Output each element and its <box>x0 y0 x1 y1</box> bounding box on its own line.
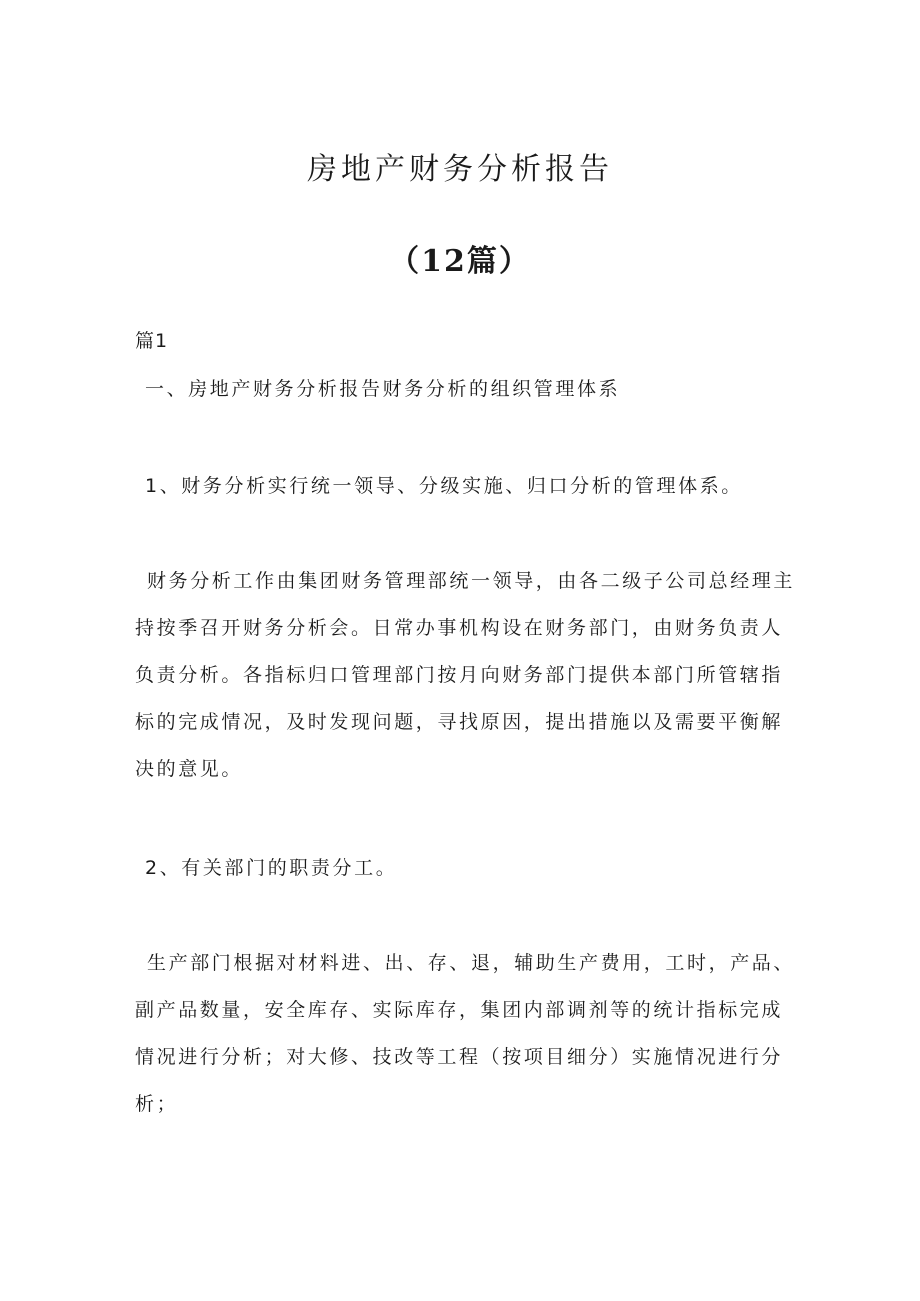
document-subtitle: （12篇） <box>389 244 531 279</box>
item1-body: 财务分析工作由集团财务管理部统一领导，由各二级子公司总经理主持按季召开财务分析会。日常办事机构设在财务部门，由财务负责人负责分析。各指标归口管理部门按月向财务部门提供本部门所管辖指标的完成情况，及时发现问题，寻找原因，提出措施以及需要平衡解决的意见。 <box>135 570 796 780</box>
item2-heading: 2、有关部门的职责分工。 <box>145 857 398 879</box>
document-title: 房地产财务分析报告 <box>307 152 613 187</box>
part-label: 篇1 <box>135 330 169 352</box>
item1-heading: 1、财务分析实行统一领导、分级实施、归口分析的管理体系。 <box>145 475 743 497</box>
item2-body: 生产部门根据对材料进、出、存、退，辅助生产费用，工时，产品、副产品数量，安全库存、实际库存，集团内部调剂等的统计指标完成情况进行分析；对大修、技改等工程（按项目细分）实施情况进行分析； <box>135 952 796 1115</box>
section-heading: 一、房地产财务分析报告财务分析的组织管理体系 <box>145 378 621 400</box>
